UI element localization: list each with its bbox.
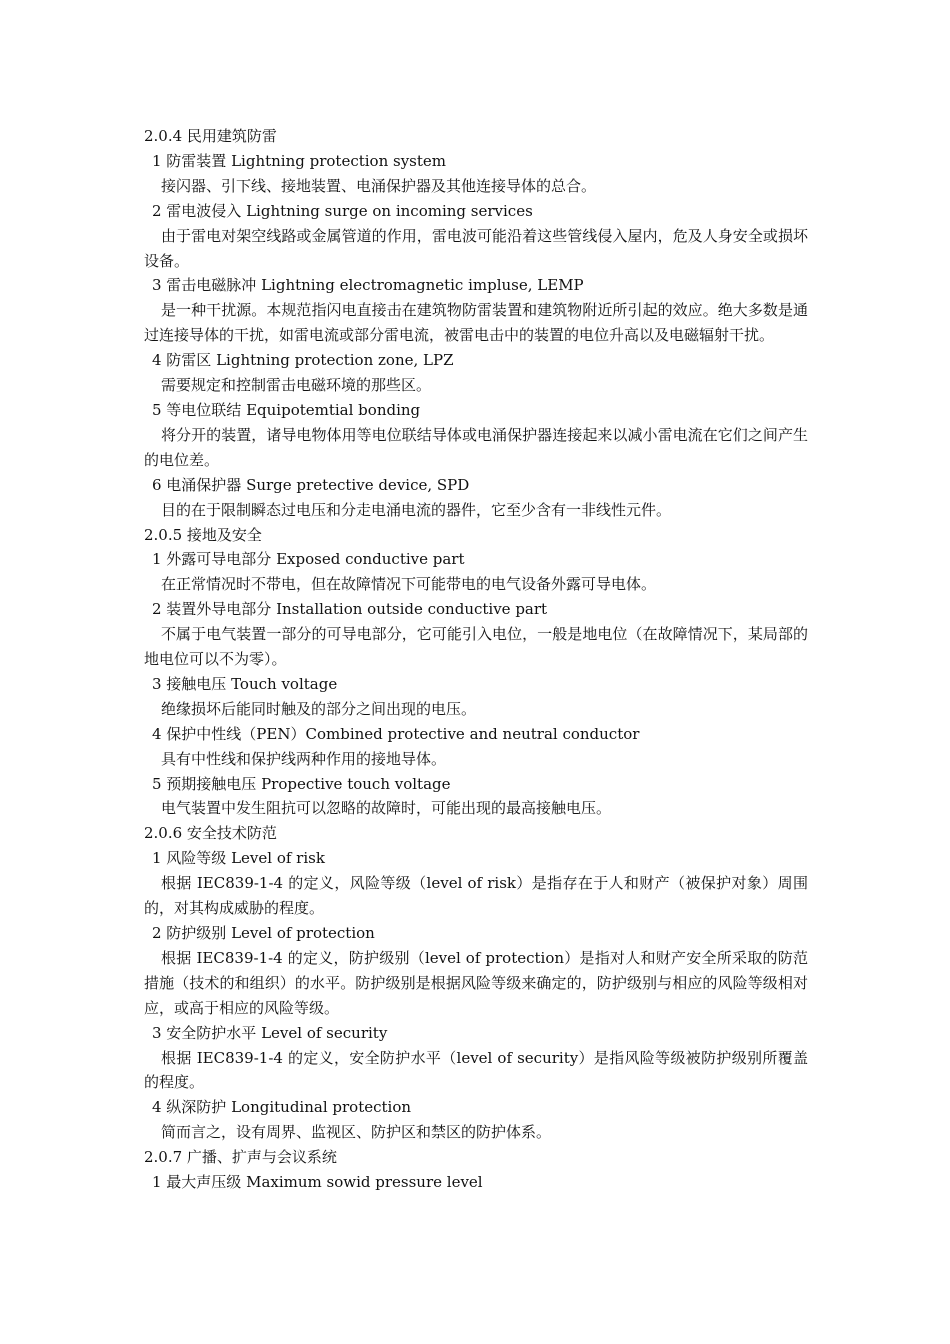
section-heading: 2.0.6 安全技术防范 xyxy=(144,824,277,843)
term-heading: 3 接触电压 Touch voltage xyxy=(152,674,338,693)
definition-text: 根据 IEC839-1-4 的定义，风险等级（level of risk）是指存在于人和财产（被保护对象）周围的，对其构成威胁的程度。 xyxy=(144,874,808,918)
term-heading: 3 安全防护水平 Level of security xyxy=(152,1023,388,1042)
term-heading: 1 风险等级 Level of risk xyxy=(152,849,325,868)
definition-text: 根据 IEC839-1-4 的定义，安全防护水平（level of security）是指风险等级被防护级别所覆盖的程度。 xyxy=(144,1048,808,1092)
term-heading: 1 防雷装置 Lightning protection system xyxy=(152,151,447,170)
definition-text: 在正常情况时不带电，但在故障情况下可能带电的电气设备外露可导电体。 xyxy=(161,575,657,594)
section-heading: 2.0.7 广播、扩声与会议系统 xyxy=(144,1148,337,1167)
definition-text: 根据 IEC839-1-4 的定义，防护级别（level of protection）是指对人和财产安全所采取的防范措施（技术的和组织）的水平。防护级别是根据风险等级来确定的，防护级别与相应的风险等级相对应，或高于相应的风险等级。 xyxy=(144,948,808,1017)
term-heading: 3 雷击电磁脉冲 Lightning electromagnetic impluse, LEMP xyxy=(152,276,584,295)
definition-text: 目的在于限制瞬态过电压和分走电涌电流的器件，它至少含有一非线性元件。 xyxy=(161,500,672,519)
definition-text: 接闪器、引下线、接地装置、电涌保护器及其他连接导体的总合。 xyxy=(161,176,597,195)
term-heading: 4 纵深防护 Longitudinal protection xyxy=(152,1098,412,1117)
definition-text: 由于雷电对架空线路或金属管道的作用，雷电波可能沿着这些管线侵入屋内，危及人身安全或损坏设备。 xyxy=(144,226,808,270)
term-heading: 2 雷电波侵入 Lightning surge on incoming services xyxy=(152,201,533,220)
term-heading: 1 最大声压级 Maximum sowid pressure level xyxy=(152,1173,483,1192)
definition-text: 需要规定和控制雷击电磁环境的那些区。 xyxy=(161,376,432,395)
term-heading: 2 装置外导电部分 Installation outside conductive part xyxy=(152,600,548,619)
definition-text: 将分开的装置，诸导电物体用等电位联结导体或电涌保护器连接起来以减小雷电流在它们之间产生的电位差。 xyxy=(144,425,808,469)
section-heading: 2.0.5 接地及安全 xyxy=(144,525,262,544)
term-heading: 2 防护级别 Level of protection xyxy=(152,924,375,942)
term-heading: 4 保护中性线（PEN）Combined protective and neutral conductor xyxy=(152,724,640,743)
section-heading: 2.0.4 民用建筑防雷 xyxy=(144,127,277,145)
definition-text: 不属于电气装置一部分的可导电部分，它可能引入电位，一般是地电位（在故障情况下，某局部的地电位可以不为零）。 xyxy=(144,625,808,669)
term-heading: 6 电涌保护器 Surge pretective device, SPD xyxy=(152,475,470,494)
definition-text: 绝缘损坏后能同时触及的部分之间出现的电压。 xyxy=(161,699,477,718)
term-heading: 4 防雷区 Lightning protection zone, LPZ xyxy=(152,351,454,370)
term-heading: 5 预期接触电压 Propective touch voltage xyxy=(152,774,451,793)
term-heading: 5 等电位联结 Equipotemtial bonding xyxy=(152,400,421,419)
document-page xyxy=(144,124,808,1195)
definition-text: 电气装置中发生阻抗可以忽略的故障时，可能出现的最高接触电压。 xyxy=(161,799,612,818)
definition-text: 具有中性线和保护线两种作用的接地导体。 xyxy=(161,749,447,768)
term-heading: 1 外露可导电部分 Exposed conductive part xyxy=(152,550,465,569)
definition-text: 简而言之，设有周界、监视区、防护区和禁区的防护体系。 xyxy=(161,1123,552,1142)
definition-text: 是一种干扰源。本规范指闪电直接击在建筑物防雷装置和建筑物附近所引起的效应。绝大多数是通过连接导体的干扰，如雷电流或部分雷电流，被雷电击中的装置的电位升高以及电磁辐射干扰。 xyxy=(144,301,808,345)
